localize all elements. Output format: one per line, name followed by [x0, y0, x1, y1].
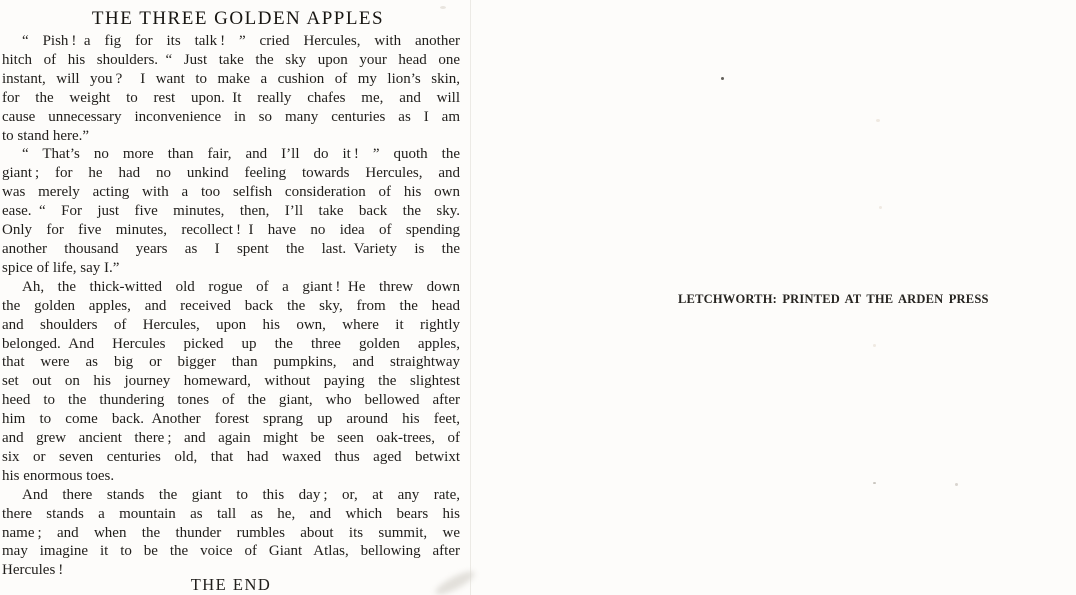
text-line: ease. “ For just five minutes, then, I’ll take back the sky. — [2, 203, 460, 220]
text-line: heed to the thundering tones of the giant, who bellowed after — [2, 392, 460, 409]
text-line: may imagine it to be the voice of Giant Atlas, bellowing after — [2, 543, 460, 560]
text-line: giant ; for he had no unkind feeling towards Hercules, and — [2, 165, 460, 182]
text-line: there stands a mountain as tall as he, and which bears his — [2, 505, 460, 522]
text-line: six or seven centuries old, that had waxed thus aged betwixt — [2, 448, 460, 465]
text-line: set out on his journey homeward, without paying the slightest — [2, 373, 460, 390]
scan-speck — [873, 482, 876, 484]
text-line: him to come back. Another forest sprang up around his feet, — [2, 411, 460, 428]
text-line: hitch of his shoulders. “ Just take the sky upon your head one — [2, 51, 460, 68]
text-line: was merely acting with a too selfish consideration of his own — [2, 184, 460, 201]
chapter-title: THE THREE GOLDEN APPLES — [91, 8, 385, 29]
text-line: name ; and when the thunder rumbles about its summit, we — [2, 524, 460, 541]
text-line: Hercules ! — [2, 562, 64, 579]
text-line: “ That’s no more than fair, and I’ll do it ! ” quoth the — [22, 146, 460, 163]
text-line: and grew ancient there ; and again might be seen oak-trees, of — [2, 430, 460, 447]
the-end-label: THE END — [190, 575, 272, 595]
text-line: Only for five minutes, recollect ! I have no idea of spending — [2, 222, 460, 239]
text-line: to stand here.” — [2, 127, 90, 144]
text-column — [2, 5, 460, 595]
text-line: And there stands the giant to this day ; or, at any rate, — [22, 486, 460, 503]
scan-speck — [721, 77, 724, 80]
scan-speck — [876, 119, 880, 122]
text-line: “ Pish ! a fig for its talk ! ” cried Hercules, with another — [22, 33, 460, 49]
scan-speck — [879, 206, 882, 209]
book-page-left — [0, 0, 470, 595]
text-line: instant, will you ? I want to make a cushion of my lion’s skin, — [2, 70, 460, 87]
scan-speck — [873, 344, 876, 347]
text-line: cause unnecessary inconvenience in so many centuries as I am — [2, 108, 460, 125]
text-line: the golden apples, and received back the sky, from the head — [2, 297, 460, 314]
colophon: LETCHWORTH: PRINTED AT THE ARDEN PRESS — [678, 292, 989, 306]
text-line: that were as big or bigger than pumpkins, and straightway — [2, 354, 460, 371]
book-page-right — [471, 0, 1076, 595]
text-line: another thousand years as I spent the last. Variety is the — [2, 240, 460, 257]
text-line: Ah, the thick-witted old rogue of a giant ! He threw down — [22, 278, 460, 295]
text-line: his enormous toes. — [2, 467, 115, 484]
story-text — [2, 32, 460, 580]
text-line: belonged. And Hercules picked up the three golden apples, — [2, 335, 460, 352]
text-line: spice of life, say I.” — [2, 259, 120, 276]
text-line: and shoulders of Hercules, upon his own, where it rightly — [2, 316, 460, 333]
scan-speck — [440, 6, 446, 9]
scan-speck — [955, 483, 958, 486]
text-line: for the weight to rest upon. It really chafes me, and will — [2, 89, 460, 106]
